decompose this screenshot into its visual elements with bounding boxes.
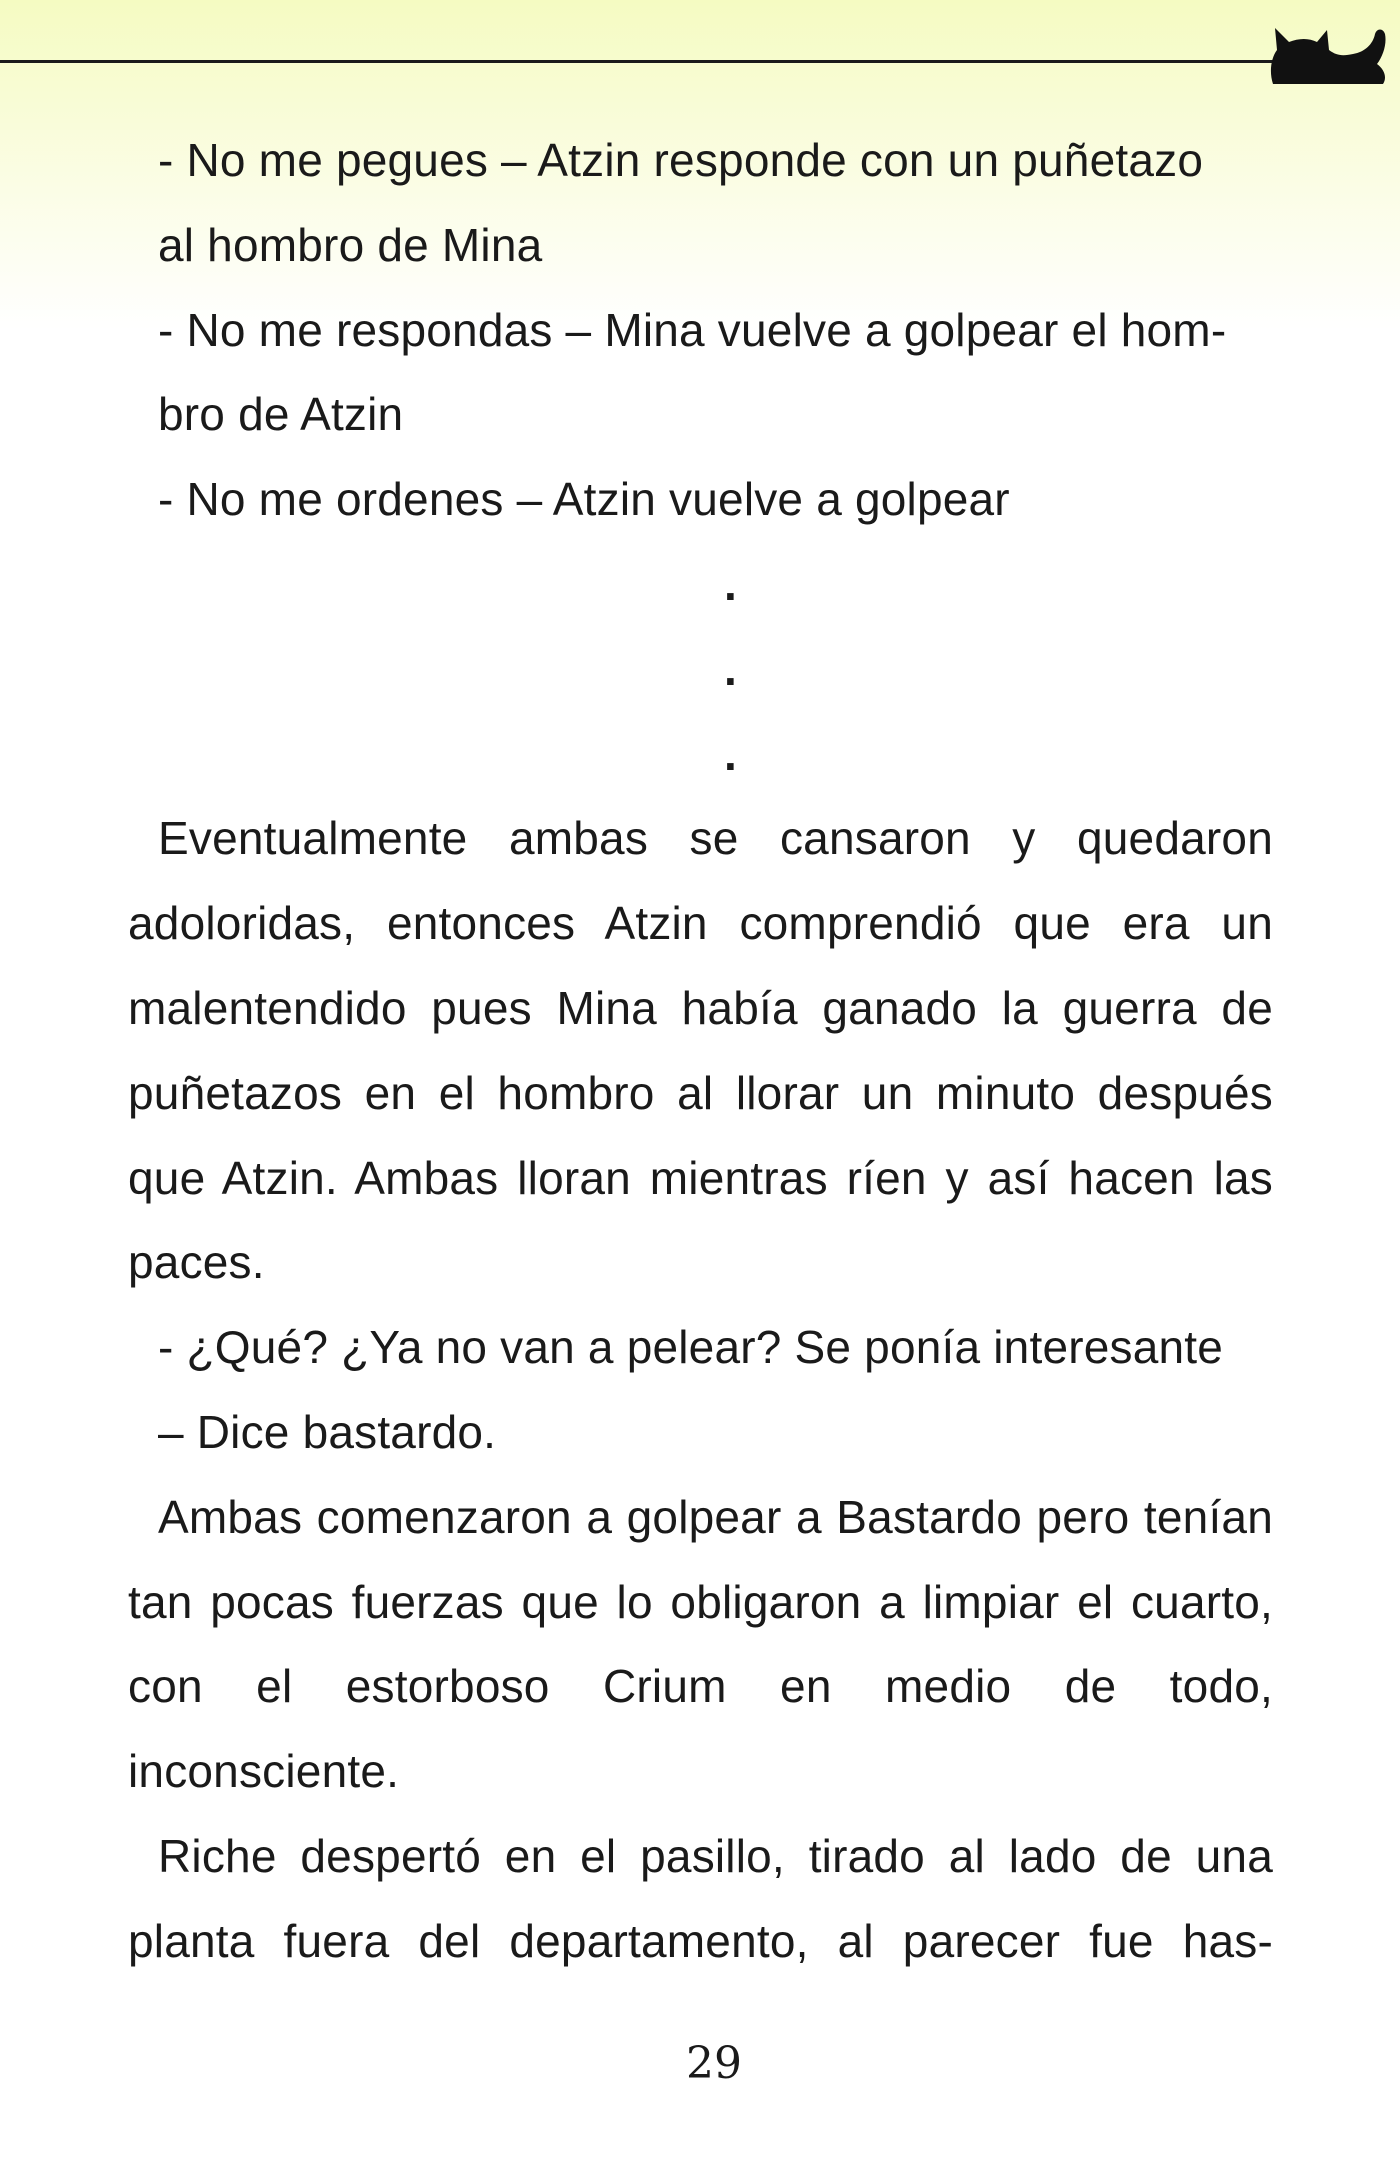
dialogue-line: - No me pegues – Atzin responde con un puñetazo (158, 134, 1204, 186)
paragraph: Riche despertó en el pasillo, tirado al lado de una planta fuera del departamento, al parecer fue has- (128, 1829, 1273, 1967)
header-rule (0, 60, 1275, 63)
scene-break-dot: . (724, 642, 737, 695)
dialogue-line: bro de Atzin (158, 388, 404, 441)
scene-break (128, 542, 1273, 796)
page-number: 29 (686, 2038, 742, 2089)
dialogue-line: - ¿Qué? ¿Ya no van a pelear? Se ponía interesante (158, 1321, 1224, 1374)
scene-break-dot: . (724, 557, 737, 610)
dialogue-line: – Dice bastardo. (158, 1405, 497, 1458)
page-text (128, 118, 1273, 1984)
paragraph: Ambas comenzaron a golpear a Bastardo pero tenían tan pocas fuerzas que lo obligaron a limpiar el cuarto, con el estorboso Crium en medio de todo, inconsciente. (128, 1490, 1273, 1798)
cat-silhouette-icon (1265, 22, 1390, 90)
dialogue-line: - No me ordenes – Atzin vuelve a golpear (158, 473, 1010, 526)
dialogue-line: - No me respondas – Mina vuelve a golpear el hom- (158, 303, 1227, 356)
paragraph: Eventualmente ambas se cansaron y quedaron adoloridas, entonces Atzin comprendió que era un malentendido pues Mina había ganado la guerra de puñetazos en el hombro al llorar un minuto después que Atzin. Ambas lloran mientras ríen y así hacen las paces. (128, 812, 1273, 1289)
dialogue-line: al hombro de Mina (158, 218, 543, 271)
scene-break-dot: . (724, 727, 737, 780)
